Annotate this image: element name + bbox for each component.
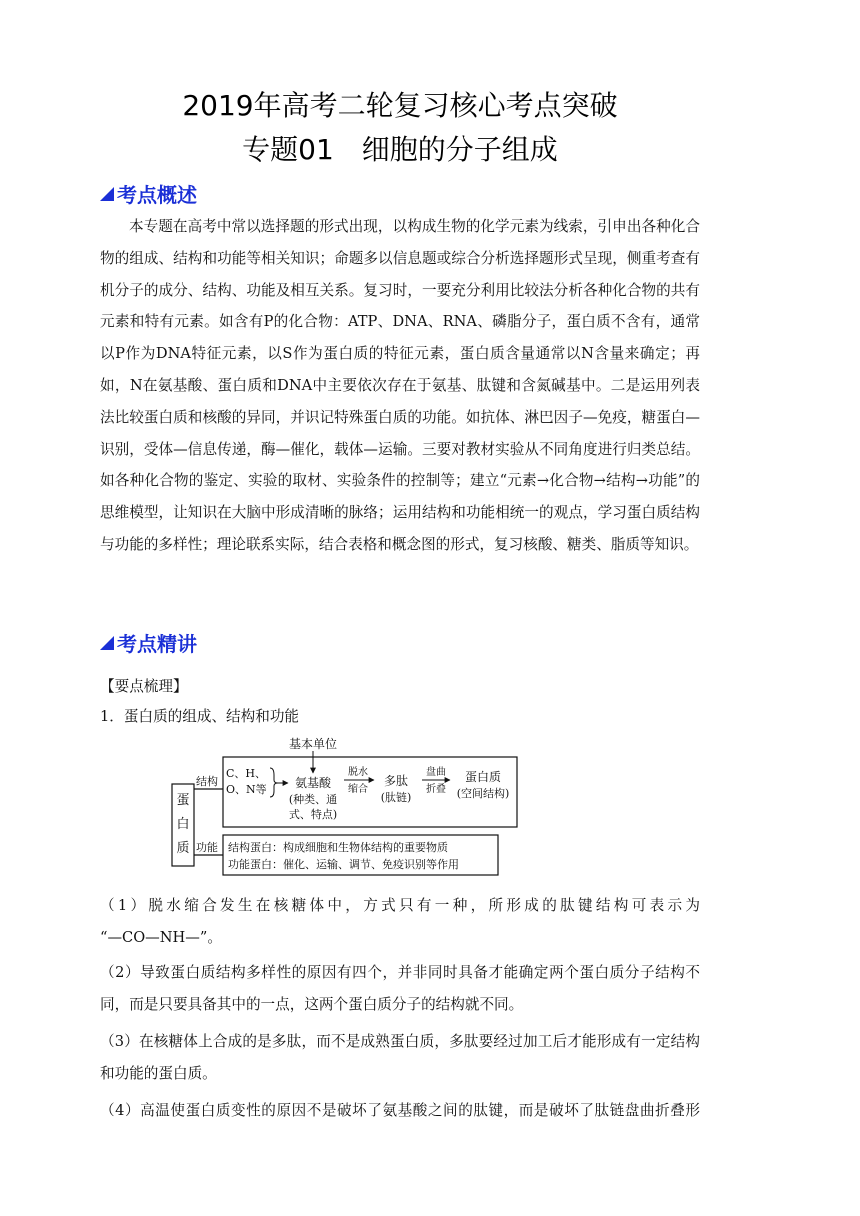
document-title-line2: 专题01 细胞的分子组成 bbox=[242, 133, 558, 166]
elements-text-2: O、N等 bbox=[226, 783, 267, 796]
amino-acid-detail-2: 式、特点) bbox=[288, 808, 338, 821]
function-branch-label: 功能 bbox=[196, 841, 218, 854]
structural-protein-text: 结构蛋白：构成细胞和生物体结构的重要物质 bbox=[228, 841, 448, 854]
point-1-line-1: （1）脱水缩合发生在核糖体中，方式只有一种，所形成的肽键结构可表示为 bbox=[100, 897, 700, 914]
section-heading-explanation-text: 考点精讲 bbox=[117, 632, 197, 656]
polypeptide-detail: (肽链) bbox=[380, 791, 412, 804]
section-heading-overview-text: 考点概述 bbox=[117, 183, 197, 207]
basic-unit-label: 基本单位 bbox=[288, 737, 338, 751]
point-3: （3）在核糖体上合成的是多肽，而不是成熟蛋白质，多肽要经过加工后才能形成有一定结构和功能的蛋白质。 bbox=[100, 1033, 700, 1082]
structure-branch-label: 结构 bbox=[196, 775, 218, 788]
section-heading-explanation bbox=[100, 628, 197, 657]
svg-text:白: 白 bbox=[176, 817, 190, 832]
protein-result-text: 蛋白质 bbox=[464, 770, 502, 784]
polypeptide-text: 多肽 bbox=[383, 774, 409, 788]
amino-acid-text: 氨基酸 bbox=[294, 776, 332, 790]
triangle-marker-icon bbox=[100, 636, 114, 650]
section-heading-overview bbox=[100, 179, 197, 208]
protein-result-detail: (空间结构) bbox=[456, 787, 510, 800]
folding-label-2: 折叠 bbox=[426, 784, 446, 795]
amino-acid-detail: (种类、通 bbox=[288, 793, 338, 806]
point-2: （2）导致蛋白质结构多样性的原因有四个，并非同时具备才能确定两个蛋白质分子结构不同，而是只要具备其中的一点，这两个蛋白质分子的结构就不同。 bbox=[100, 964, 700, 1013]
point-4: （4）高温使蛋白质变性的原因不是破坏了氨基酸之间的肽键，而是破坏了肽链盘曲折叠形 bbox=[100, 1102, 700, 1119]
folding-label: 盘曲 bbox=[426, 767, 446, 778]
svg-text:质: 质 bbox=[176, 841, 190, 856]
overview-paragraph: 本专题在高考中常以选择题的形式出现，以构成生物的化学元素为线索，引申出各种化合物的组成、结构和功能等相关知识；命题多以信息题或综合分析选择题形式呈现，侧重考查有机分子的成分、结构、功能及相互关系。复习时，一要充分利用比较法分析各种化合物的共有元素和特有元素。如含有P的化合物：ATP、DNA、RNA、磷脂分子，蛋白质不含有，通常以P作为DNA特征元素，以S作为蛋白质的特征元素，蛋白质含量通常以N含量来确定；再如，N在氨基酸、蛋白质和DNA中主要依次存在于氨基、肽键和含氮碱基中。二是运用列表法比较蛋白质和核酸的异同，并识记特殊蛋白质的功能。如抗体、淋巴因子—免疫，糖蛋白—识别，受体—信息传递，酶—催化，载体—运输。三要对教材实验从不同角度进行归类总结。如各种化合物的鉴定、实验的取材、实验条件的控制等；建立“元素→化合物→结构→功能”的思维模型，让知识在大脑中形成清晰的脉络；运用结构和功能相统一的观点，学习蛋白质结构与功能的多样性；理论联系实际，结合表格和概念图的形式，复习核酸、糖类、脂质等知识。 bbox=[100, 218, 700, 553]
elements-text: C、H、 bbox=[226, 767, 267, 780]
dehydration-label: 脱水 bbox=[348, 767, 368, 778]
point-1-line-2: “—CO—NH—”。 bbox=[100, 929, 222, 946]
protein-concept-diagram bbox=[170, 733, 520, 883]
key-points-subheading: 【要点梳理】 bbox=[100, 678, 188, 695]
triangle-marker-icon bbox=[100, 187, 114, 201]
functional-protein-text: 功能蛋白：催化、运输、调节、免疫识别等作用 bbox=[228, 858, 459, 871]
protein-label: 蛋 bbox=[176, 793, 190, 808]
document-title-line1: 2019年高考二轮复习核心考点突破 bbox=[182, 89, 618, 122]
item-heading-protein: 1．蛋白质的组成、结构和功能 bbox=[100, 708, 300, 725]
condensation-label: 缩合 bbox=[348, 784, 368, 795]
